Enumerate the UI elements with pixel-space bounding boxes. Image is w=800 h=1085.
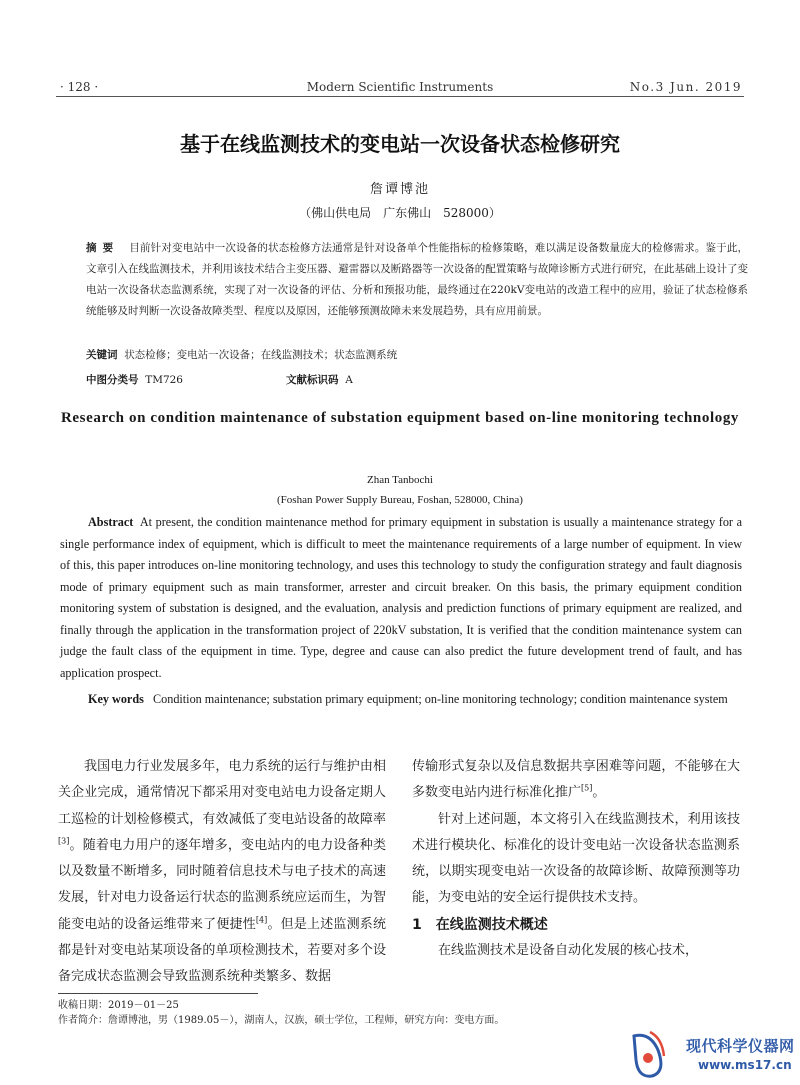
affiliation-cn: （佛山供电局 广东佛山 528000） <box>299 206 501 220</box>
citation[interactable]: [5] <box>581 783 593 793</box>
abstract-en-label: Abstract <box>88 515 134 529</box>
abstract-cn-text: 目前针对变电站中一次设备的状态检修方法通常是针对设备单个性能指标的检修策略，难以满足设备数量庞大的检修需求。鉴于此，文章引入在线监测技术，并利用该技术结合主变压器、避雷器以及断路器等一次设备的配置策略与故障诊断方式进行研究，在此基础上设计了变电站一次设备状态监测系统，实现了对一次设备的评估、分析和预报功能，最终通过在220kV变电站的改造工程中的应用，验证了状态检修系统能够及时判断一次设备故障类型、程度以及原因，还能够预测故障未来发展趋势，具有应用前景。 <box>86 242 749 317</box>
body-paragraph: 在线监测技术是设备自动化发展的核心技术， <box>438 943 699 959</box>
footnote-bio: 作者简介：詹谭博池，男（1989.05－），湖南人，汉族，硕士学位，工程师，研究方向：变电方面。 <box>58 1015 505 1026</box>
body-paragraph: 针对上述问题，本文将引入在线监测技术，利用该技术进行模块化、标准化的设计变电站一次设备状态监测系统，以期实现变电站一次设备的故障诊断、故障预测等功能，为变电站的安全运行提供技术支持。 <box>412 811 740 906</box>
doc-code-value: A <box>345 374 353 386</box>
keywords-cn <box>86 347 748 363</box>
abstract-en-text: At present, the condition maintenance method for primary equipment in substation is usually a maintenance strategy for a single performance index of equipment, which is difficult to meet the maintenance requirements of a large number of equipment. In view of this, this paper introduces on-line monitoring technology, and uses this technology to study the configuration strategy and fault diagnosis mode of primary equipment such as main transformer, arrester and circuit breaker. On this basis, the primary equipment condition monitoring system of substation is designed, and the evaluation, analysis and prediction functions of primary equipment are realized, and finally through the application in the transformation project of 220kV substation, It is verified that the condition maintenance system can judge the fault class of the equipment in time. Type, degree and cause can also predict the future development trend of fault, and has application prospect. <box>60 515 742 680</box>
watermark-name: 现代科学仪器网 <box>686 1037 795 1055</box>
body-right-column <box>412 754 740 964</box>
keywords-en-text: Condition maintenance; substation primary equipment; on-line monitoring technology; condition maintenance system <box>153 692 728 706</box>
keywords-en <box>60 689 742 711</box>
author-cn: 詹谭博池 <box>369 182 430 197</box>
abstract-cn-label: 摘要 <box>86 242 120 254</box>
keywords-cn-label: 关键词 <box>86 349 118 361</box>
body-paragraph: 传输形式复杂以及信息数据共享困难等问题，不能够在大多数变电站内进行标准化推广[5]。 <box>412 759 740 801</box>
footnote-rule <box>58 993 258 994</box>
title-en: Research on condition maintenance of substation equipment based on-line monitoring technology <box>60 410 740 426</box>
header-rule <box>56 96 744 97</box>
section-heading: 1 在线监测技术概述 <box>412 916 548 933</box>
title-cn: 基于在线监测技术的变电站一次设备状态检修研究 <box>180 132 620 156</box>
watermark-url[interactable]: www.ms17.cn <box>698 1058 792 1072</box>
abstract-cn <box>86 238 748 322</box>
classification-value: TM726 <box>145 374 183 386</box>
page-number: · 128 · <box>60 80 99 94</box>
affiliation-en: (Foshan Power Supply Bureau, Foshan, 528000, China) <box>277 494 523 506</box>
classification-line <box>86 372 748 388</box>
author-en: Zhan Tanbochi <box>367 474 433 486</box>
footnote-received: 收稿日期：2019－01－25 <box>58 1000 179 1011</box>
keywords-cn-text: 状态检修；变电站一次设备；在线监测技术；状态监测系统 <box>124 349 398 361</box>
doc-code-label: 文献标识码 <box>286 374 339 386</box>
body-left-column <box>58 754 386 991</box>
citation[interactable]: [3] <box>58 836 70 846</box>
citation[interactable]: [4] <box>255 915 268 925</box>
keywords-en-label: Key words <box>88 692 144 706</box>
classification-label: 中图分类号 <box>86 374 139 386</box>
abstract-en <box>60 512 742 684</box>
journal-name: Modern Scientific Instruments <box>306 80 494 94</box>
issue-info: No.3 Jun. 2019 <box>629 80 742 94</box>
body-paragraph: 我国电力行业发展多年，电力系统的运行与维护由相关企业完成，通常情况下都采用对变电站电力设备定期人工巡检的计划检修模式，有效减低了变电站设备的故障率[3]。随着电力用户的逐年增多，变电站内的电力设备种类以及数量不断增多，同时随着信息技术与电子技术的高速发展，针对电力设备运行状态的监测系统应运而生，为智能变电站的设备运维带来了便捷性[4]。但是上述监测系统都是针对变电站某项设备的单项检测技术，若要对多个设备完成状态监测会导致监测系统种类繁多、数据 <box>58 759 386 985</box>
